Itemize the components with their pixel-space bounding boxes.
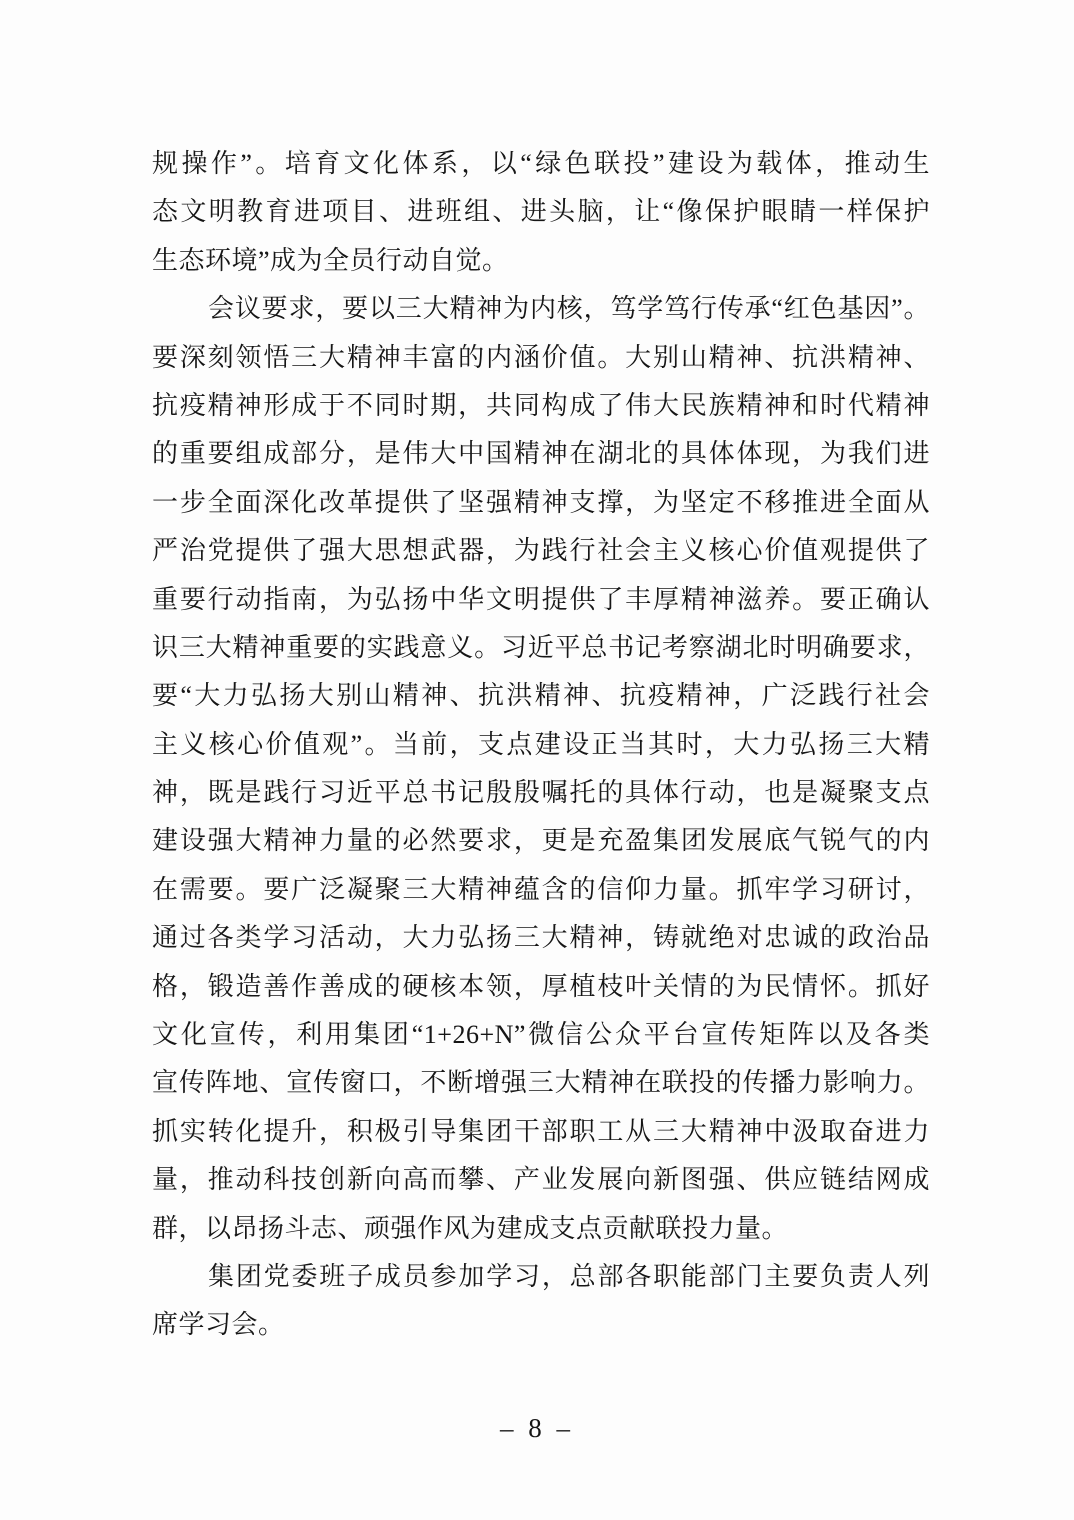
document-body bbox=[152, 140, 930, 1350]
text-line: 通过各类学习活动，大力弘扬三大精神，铸就绝对忠诚的政治品 bbox=[152, 923, 930, 953]
text-line: 要“大力弘扬大别山精神、抗洪精神、抗疫精神，广泛践行社会 bbox=[152, 681, 930, 711]
text-line: 的重要组成部分，是伟大中国精神在湖北的具体体现，为我们进 bbox=[152, 439, 930, 469]
text-line: 一步全面深化改革提供了坚强精神支撑，为坚定不移推进全面从 bbox=[152, 487, 930, 517]
text-line: 会议要求，要以三大精神为内核，笃学笃行传承“红色基因”。 bbox=[208, 294, 930, 324]
text-line: 严治党提供了强大思想武器，为践行社会主义核心价值观提供了 bbox=[152, 536, 930, 566]
text-line: 态文明教育进项目、进班组、进头脑，让“像保护眼睛一样保护 bbox=[152, 197, 930, 227]
text-line: 在需要。要广泛凝聚三大精神蕴含的信仰力量。抓牢学习研讨， bbox=[152, 874, 930, 904]
text-line: 群，以昂扬斗志、顽强作风为建成支点贡献联投力量。 bbox=[152, 1213, 789, 1243]
text-line: 宣传阵地、宣传窗口，不断增强三大精神在联投的传播力影响力。 bbox=[152, 1068, 930, 1098]
text-line: 席学习会。 bbox=[152, 1310, 285, 1340]
text-line: 格，锻造善作善成的硬核本领，厚植枝叶关情的为民情怀。抓好 bbox=[152, 971, 930, 1001]
text-line: 主义核心价值观”。当前，支点建设正当其时，大力弘扬三大精 bbox=[152, 729, 930, 759]
text-line: 重要行动指南，为弘扬中华文明提供了丰厚精神滋养。要正确认 bbox=[152, 584, 930, 614]
text-line: 识三大精神重要的实践意义。习近平总书记考察湖北时明确要求， bbox=[152, 632, 930, 662]
text-line: 量，推动科技创新向高而攀、产业发展向新图强、供应链结网成 bbox=[152, 1165, 930, 1195]
page-number: – 8 – bbox=[500, 1413, 574, 1443]
text-line: 生态环境”成为全员行动自觉。 bbox=[152, 245, 509, 275]
text-line: 集团党委班子成员参加学习，总部各职能部门主要负责人列 bbox=[208, 1261, 930, 1291]
text-line: 文化宣传，利用集团“1+26+N”微信公众平台宣传矩阵以及各类 bbox=[152, 1020, 930, 1050]
text-line: 抗疫精神形成于不同时期，共同构成了伟大民族精神和时代精神 bbox=[152, 390, 930, 420]
text-line: 规操作”。培育文化体系，以“绿色联投”建设为载体，推动生 bbox=[152, 149, 930, 178]
text-line: 抓实转化提升，积极引导集团干部职工从三大精神中汲取奋进力 bbox=[152, 1116, 930, 1146]
text-line: 要深刻领悟三大精神丰富的内涵价值。大别山精神、抗洪精神、 bbox=[152, 342, 930, 372]
text-line: 建设强大精神力量的必然要求，更是充盈集团发展底气锐气的内 bbox=[152, 826, 930, 856]
text-line: 神，既是践行习近平总书记殷殷嘱托的具体行动，也是凝聚支点 bbox=[152, 778, 930, 808]
